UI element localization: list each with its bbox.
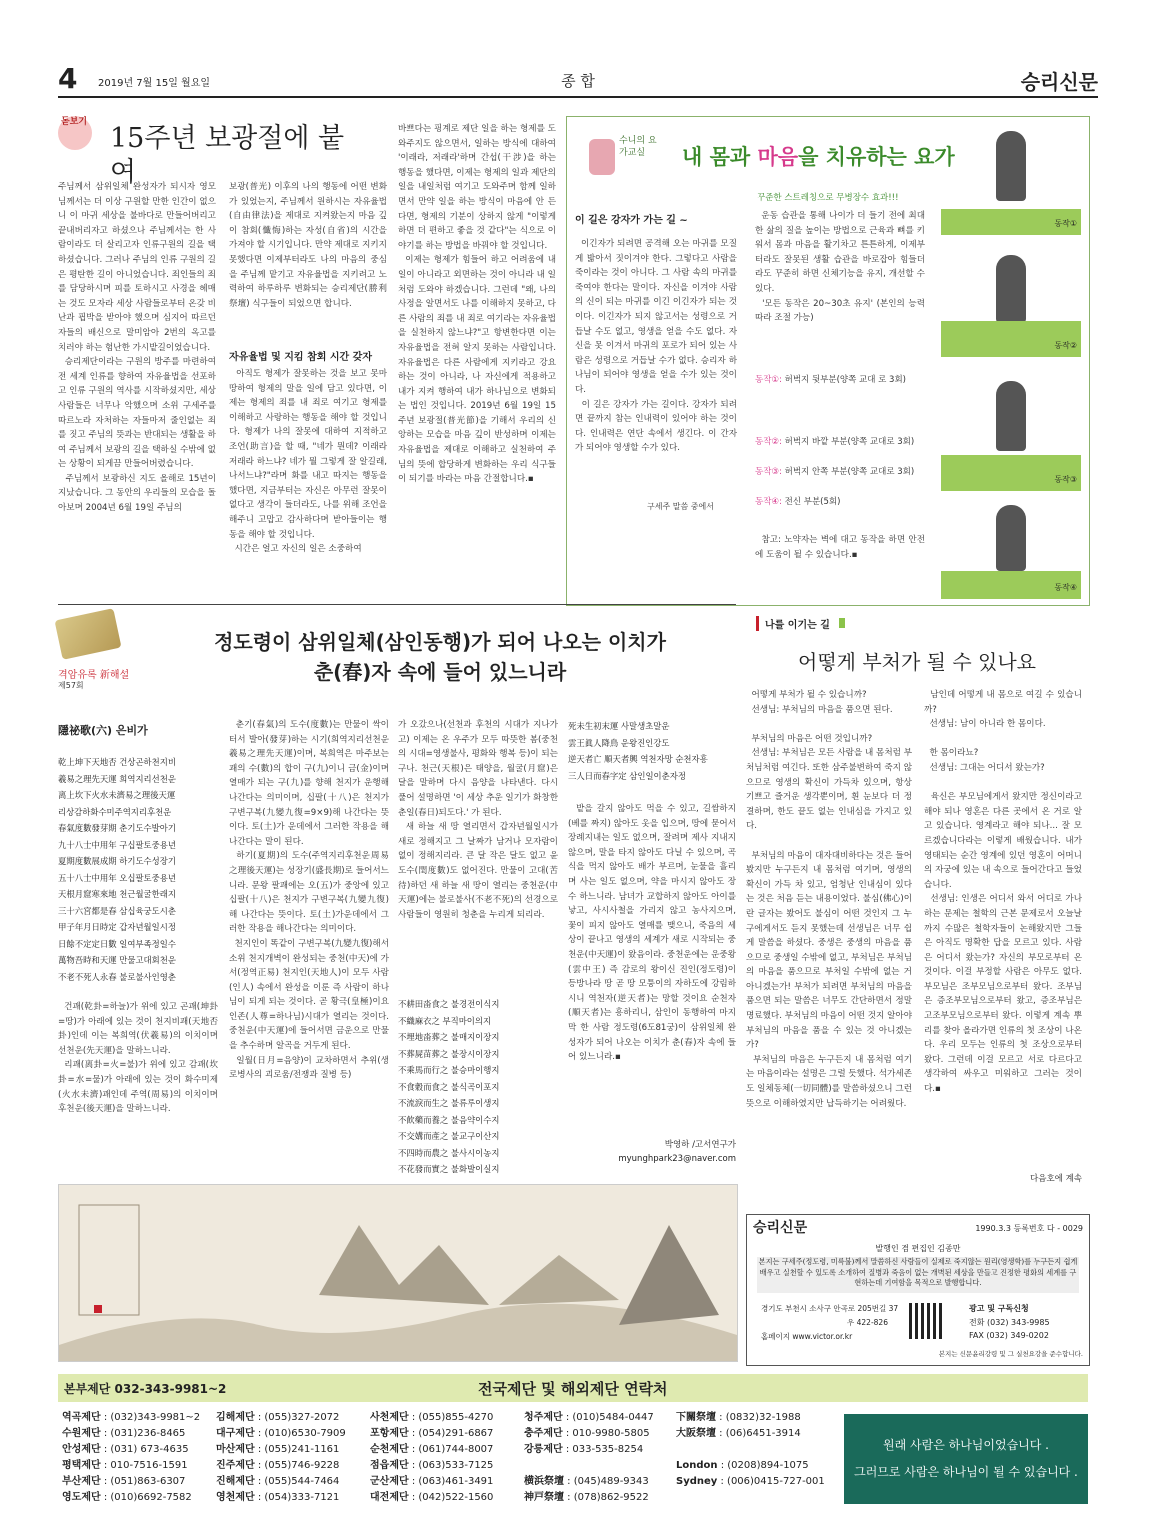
masthead-name: 승리신문	[753, 1220, 808, 1236]
contact-name: 영천제단	[216, 1492, 255, 1503]
yoga-title-c: 을 치유하는 요가	[798, 145, 955, 169]
article2-col4: 밭을 갈지 않아도 먹을 수 있고, 길쌈하지(베를 짜지) 않아도 옷을 입으며, 땅에 묻어서 장례지내는 일도 없으며, 잘려며 제사 지내지 않으며, 말을 타지 않아도 다닐 수 있으며, 곡식을 먹지 않아도 배가 부르며, 눈물을 흘리며 사는 일도 없으며, 약을 마시지 않아도 장수 하느니라. 남녀가 교합하지 않아도 아이를 낳고, 사시사철을 가리지 않고 농사지으며, 꽃이 피지 않아도 열매를 맺으니, 죽음의 세상이 끝나고 영생의 세계가 새로 시작되는 중천운(中天運)이 왔음이라. 중천운에는 운중왕(雲中王) 즉 감로의 왕이신 진인(정도령)이 등방나라 땅 곧 땅 모퉁이의 자하도에 강림하시니 역천자(逆天者)는 망할 것이요 순천자(順天者)는 흥하리니, 삼인이 동행하여 마지막 한 사람 정도령(6도81궁)이 삼위일체 완성자가 되어 나오는 이치가 춘(春)자 속에 들어 있느니라.▪	[568, 804, 739, 1063]
pose-1-label: 동작①	[1054, 219, 1077, 228]
masthead-homepage: 홈페이지 www.victor.or.kr	[761, 1332, 853, 1341]
contact-row	[676, 1442, 836, 1458]
article2-col2: 춘기(春氣)의 도수(度數)는 만물이 싹이 터서 발아(發芽)하는 시기(희역지리선천운羲易之理先天運)이며, 복희역은 마주보는 괘의 수(數)의 합이 구(九)이니 금(金)이며 열매가 되는 구(九)를 향해 천지가 운행해 나간다는 의미이며, 십팔(十八)은 천지가 구변구복(九變九復=9×9)해 나간다는 뜻이다. 토(土)가 운데에서 그러한 작용을 해나간다는 말이 된다. 하기(夏期)의 도수(주역지리후천운周易之理後天運)는 성장기(盛長期)로 들어서느니라. 문왕 팔괘에는 오(五)가 중앙에 있고 십팔(十八)은 천지가 구변구복(九變九復)해 나간다는 뜻이다. 토(土)가운데에서 그러한 작용을 해나간다는 의미이다. 천지인이 똑같이 구변구복(九變九復)해서 소위 천지개벽이 완성되는 중천(中天)에 가서(정역正易) 천지인(天地人)이 모두 사람(인人) 속에서 완성을 이룬 즉 사람이 하나님이 되게 되는 것이다. 곧 황극(皇極)이요 인존(人尊=하나님)시대가 열리는 것이다. 중천운(中天運)에 들어서면 금운으로 만물을 추수하며 알곡을 거두게 된다. 일월(日月=음양)이 교차하면서 추위(생로병사의 괴로움/전쟁과 질병 등)	[229, 720, 389, 1081]
masthead-reg: 1990.3.3 등록번호 다 - 0029	[975, 1224, 1083, 1233]
contact-row	[676, 1490, 836, 1506]
contact-number: : (055)241-1161	[254, 1444, 340, 1455]
contact-number: : (055)544-7464	[254, 1476, 340, 1487]
step-3-label: 동작③:	[755, 467, 782, 477]
ad-fax: FAX (032) 349-0202	[969, 1331, 1049, 1340]
contact-name: 진주제단	[216, 1460, 255, 1471]
pose-3-photo	[941, 369, 1081, 491]
contact-number: : (055)855-4270	[408, 1412, 494, 1423]
contact-name: 안성제단	[62, 1444, 101, 1455]
contact-col-4	[524, 1410, 684, 1506]
yoga-logo-icon	[589, 139, 615, 175]
contact-name: 역곡제단	[62, 1412, 101, 1423]
pose-figure-icon	[996, 381, 1026, 451]
article-body-col1: 주님께서 삼위일체 완성자가 되시자 영모님께서는 더 이상 구원할 만한 인간이 없으니 이 마귀 세상을 불바다로 만들어버리고 끝내버리자고 하셨으나 주님께서는 한 사람이라도 더 살리고자 인류구원의 길을 택하셨습니다. 그러나 주님의 인류 구원의 길은 평탄한 길이 아니었습니다. 죄인들의 죄를 담당하시며 피를 토하시고 사경을 헤매는 것도 모자라 세상 사람들로부터 온갖 비난과 핍박을 받아야 했으며 심지어 따르던 자들의 배신으로 말미암아 2번의 옥고를 치러야 하는 험난한 가시밭길이었습니다. 승리제단이라는 구원의 방주를 마련하여 전 세계 인류를 향하여 자유율법을 선포하고 인류 구원의 역사를 시작하셨지만, 세상 사람들은 너무나 악했으며 소위 구세주를 따르노라 자처하는 자들마저 줄인없는 죄를 짓고 주님의 뜻과는 반대되는 생활을 하여 주님께서 보광의 길을 택하실 수밖에 없는 상황이 되게끔 만들어버렸습니다. 주님께서 보광하신 지도 올해로 15년이 지났습니다. 그 동안의 우리들의 모습을 돌아보며 2004년 6월 19일 주님의	[58, 182, 216, 514]
contact-number: : (061)744-8007	[408, 1444, 494, 1455]
yoga-title	[682, 141, 955, 171]
series-name: 격암유록 新해설	[58, 670, 130, 681]
contact-row	[370, 1490, 520, 1506]
contact-name: 수원제단	[62, 1428, 101, 1439]
hq-contact: 본부제단 032-343-9981~2	[64, 1382, 227, 1396]
article3-tag	[756, 616, 845, 631]
landscape-painting	[58, 1184, 738, 1362]
article-col2-wrap	[229, 180, 390, 590]
page-number: 4	[58, 62, 78, 95]
article2-col1b: 건괘(乾卦=하늘)가 위에 있고 곤괘(坤卦=땅)가 아래에 있는 것이 천지비괘(天地否卦)인데 이는 복희역(伏羲易)의 이치이며 선천운(先天運)을 말하느니라. 리괘(离卦=火=불)가 위에 있고 감괘(坎卦=水=물)가 아래에 있는 것이 화수미제(火水未濟)괘인데 주역(周易)의 이치이며 후천운(後天運)을 말하느니라.	[58, 1002, 218, 1115]
contact-name: 사천제단	[370, 1412, 409, 1423]
contact-row	[524, 1442, 684, 1458]
contact-row	[676, 1426, 836, 1442]
contact-name: 포항제단	[370, 1428, 409, 1439]
yoga-mat	[941, 455, 1081, 491]
contact-number: : 010-9980-5805	[562, 1428, 650, 1439]
yoga-title-b: 마음	[757, 145, 799, 169]
contact-name: Sydney	[676, 1476, 718, 1487]
article2-title-line2: 춘(春)자 속에 들어 있느니라	[313, 660, 567, 684]
step-2	[755, 435, 925, 465]
masthead-box	[746, 1214, 1090, 1366]
continued-note: 다음호에 계속	[1030, 1174, 1082, 1184]
slogan-line-1: 원래 사람은 하나님이었습니다 .	[883, 1438, 1049, 1452]
contact-number: : (042)522-1560	[408, 1492, 494, 1503]
ad-title: 광고 및 구독신청	[969, 1304, 1029, 1313]
contact-row	[62, 1490, 212, 1506]
article3-box	[746, 616, 1088, 1202]
yoga-right-body: 운동 습관을 통해 나이가 더 들기 전에 최대한 삶의 질을 높이는 방법으로 근육과 뼈를 키워서 몸과 마음을 활기차고 튼튼하게, 이제부터라도 잘못된 생활 습관을 바로잡아 힘들더라도 꾸준히 하면 신체기능을 유지, 개선할 수 있다. '모든 동작은 20~30초 유지' (본인의 능력 따라 조절 가능)	[755, 211, 926, 324]
contact-number: : (051)863-6307	[100, 1476, 186, 1487]
contact-number: : (031)236-8465	[100, 1428, 186, 1439]
tag-accent-icon	[839, 618, 845, 628]
contact-number: : (06)6451-3914	[716, 1428, 801, 1439]
paper-name: 승리신문	[1020, 70, 1098, 94]
step-1	[755, 373, 925, 435]
article2-title-line1: 정도령이 삼위일체(삼인동행)가 되어 나오는 이치가	[214, 630, 666, 654]
contact-name: 대구제단	[216, 1428, 255, 1439]
contact-name: 마산제단	[216, 1444, 255, 1455]
contact-name: 横浜祭壇	[524, 1476, 564, 1487]
contact-col-2	[216, 1410, 366, 1506]
contact-row	[216, 1474, 366, 1490]
contact-name: 神戸祭壇	[524, 1492, 564, 1503]
yoga-steps	[755, 373, 925, 562]
contact-number: : (0832)32-1988	[716, 1412, 801, 1423]
contact-name: 부산제단	[62, 1476, 101, 1487]
contact-name: 下關祭壇	[676, 1412, 716, 1423]
masthead-zip: 우 422-826	[847, 1318, 888, 1327]
contact-number: : (063)461-3491	[408, 1476, 494, 1487]
contact-number: : 010-7516-1591	[100, 1460, 188, 1471]
yoga-note: 참고: 노약자는 벽에 대고 동작을 하면 안전에 도움이 될 수 있습니다.▪	[755, 535, 925, 560]
masthead-publisher: 발행인 겸 편집인 김종만	[875, 1244, 961, 1253]
series-issue: 제57회	[58, 681, 84, 690]
contact-row	[676, 1410, 836, 1426]
contact-row	[216, 1490, 366, 1506]
contact-name: 점읍제단	[370, 1460, 409, 1471]
yoga-quote-title: 이 길은 강자가 가는 길 ~	[575, 215, 688, 226]
contact-row	[524, 1426, 684, 1442]
contact-row	[370, 1442, 520, 1458]
contact-row	[62, 1426, 212, 1442]
contact-row	[370, 1426, 520, 1442]
contact-col-5	[676, 1410, 836, 1506]
contact-row	[524, 1458, 684, 1474]
contact-number: : (010)6692-7582	[100, 1492, 192, 1503]
article2-email: myunghpark23@naver.com	[618, 1154, 736, 1164]
ad-tel: 전화 (032) 343-9985	[969, 1318, 1050, 1327]
step-1-label: 동작①:	[755, 375, 782, 385]
verse-block-2: 不耕田畓食之 불경전이식지 不織麻衣之 부직마이의지 不埋地畓葬之 불매지이장지 不葬屍苗葬之 불장시이장지 不乘馬而行之 불승마이행지 不食穀而食之 불식곡이포지 不流淚而生之 불류루이생지 不飮藥而養之 불음약이수지 不交媾而產之 불교구이산지 不四時而農之 불사시이농지 不花發而實之 불화발이실지	[398, 999, 500, 1174]
contact-number: : (031) 673-4635	[100, 1444, 189, 1455]
masthead-mission: 본지는 구세주(정도령, 미륵불)께서 말씀하신 사람들이 실제로 죽지않는 원리(영생학)를 누구든지 쉽게 배우고 실천할 수 있도록 소개하여 질병과 죽음이 없는 개벽된 세상을 만들고 진정한 평화의 세계를 구현하는데 기여함을 목적으로 발행합니다.	[757, 1257, 1079, 1293]
contact-name: 평택제단	[62, 1460, 101, 1471]
pose-4-label: 동작④	[1054, 583, 1077, 592]
contact-number: : 033-535-8254	[562, 1444, 644, 1455]
pose-3-label: 동작③	[1054, 475, 1077, 484]
contact-row	[62, 1474, 212, 1490]
masthead-footer: 본지는 신문윤리강령 및 그 실천요강을 준수합니다.	[938, 1350, 1083, 1358]
article-body-col2b: 아직도 형제가 잘못하는 것을 보고 못마땅하여 형제의 말을 일에 담고 있다면, 이제는 형제의 죄를 내 죄로 여기고 형제를 이해하고 사랑하는 행동을 해야 할 것입니다. 형제가 나의 잘못에 대하여 지적하고 조언(助言)을 할 때, "네가 뭔데? 이래라 저래라 하느냐? 네가 뭘 그렇게 잘 알길래, 나서느냐?"라며 화를 내고 따지는 행동을 했다면, 지금부터는 자신은 아무런 잘못이 없다고 생각이 들더라도, 나를 위해 조언을 해주니 고맙고 감사하다며 받아들이는 행동을 해야 할 것입니다. 시간은 얼고 자신의 일은 소중하여	[229, 369, 388, 555]
slogan-box	[844, 1414, 1088, 1504]
contact-number: : (010)6530-7909	[254, 1428, 346, 1439]
contact-name: 김해제단	[216, 1412, 255, 1423]
contact-name: 충주제단	[524, 1428, 563, 1439]
step-1-text: 허벅지 뒷부분(양쪽 교대 로 3회)	[781, 375, 906, 385]
chapter-heading: 隱祕歌(六) 은비가	[58, 724, 148, 737]
step-2-label: 동작②:	[755, 437, 782, 447]
article-subhead: 자유율법 및 지킴 참회 시간 갖자	[229, 352, 372, 363]
qr-code-icon	[909, 1303, 945, 1339]
contact-number: : (010)5484-0447	[562, 1412, 654, 1423]
contact-number: : (055)327-2072	[254, 1412, 340, 1423]
contact-number: : (054)333-7121	[254, 1492, 340, 1503]
contact-number: : (0208)894-1075	[717, 1460, 809, 1471]
contacts-title: 전국제단 및 해외제단 연락처	[478, 1380, 668, 1398]
article-body-col2: 보광(普光) 이후의 나의 행동에 어떤 변화가 있었는지, 주님께서 원하시는 자유율법(自由律法)을 제대로 지켜왔는지 마음 깊이 참회(懺悔)하는 자성(自省)의 시간을 가져야 할 시기입니다. 만약 제대로 지키지 못했다면 이제부터라도 나의 마음의 중심을 주님께 맡기고 자유율법을 지키려고 노력하여 하루하루 변화되는 승리제단(勝利祭壇) 식구들이 되었으면 합니다.	[229, 182, 390, 309]
contact-table	[58, 1410, 1088, 1510]
contact-number: : (063)533-7125	[408, 1460, 494, 1471]
pose-2-label: 동작②	[1054, 341, 1077, 350]
yoga-quote-source: 구세주 말씀 중에서	[647, 502, 714, 511]
contact-number: : (032)343-9981~2	[100, 1412, 201, 1423]
contact-name: 대전제단	[370, 1492, 409, 1503]
contact-col-1	[62, 1410, 212, 1506]
pose-figure-icon	[996, 131, 1026, 201]
yoga-box	[566, 116, 1090, 606]
yoga-quote-body: 이긴자가 되려면 공격해 오는 마귀를 모질게 밟아서 짓이겨야 한다. 그렇다고 사람을 죽이라는 것이 아니다. 그 사람 속의 마귀를 죽여야 한다는 말이다. 자신을 이겨야 사람의 신이 되는 마귀를 이긴 이긴자가 되는 것이다. 이긴자가 되지 않고서는 성령으로 거듭날 수도 없고, 영생을 얻을 수도 없다. 자신을 못 이겨서 마귀의 포로가 되어 있는 사람은 성령으로 거듭날 수가 없다. 승리자 하나님이 되어야 영생을 얻을 수가 있는 것이다. 이 길은 강자가 가는 길이다. 강자가 되려면 끝까지 참는 인내력이 있어야 하는 것이다. 인내력은 연단 속에서 생긴다. 이 간자가 되어야 영생할 수가 있다.	[575, 239, 737, 454]
contact-col-3	[370, 1410, 520, 1506]
divider	[58, 604, 736, 605]
issue-date: 2019년 7월 15일 월요일	[98, 78, 211, 89]
contact-name: London	[676, 1460, 718, 1471]
contact-row	[216, 1426, 366, 1442]
contact-row	[370, 1474, 520, 1490]
contact-row	[216, 1442, 366, 1458]
masthead-address: 경기도 부천시 소사구 안곡로 205번길 37	[761, 1304, 899, 1313]
contact-name: 영도제단	[62, 1492, 101, 1503]
contact-name: 순천제단	[370, 1444, 409, 1455]
slogan-line-2: 그러므로 사람은 하나님이 될 수 있습니다 .	[854, 1465, 1078, 1479]
yoga-title-a: 내 몸과	[682, 145, 758, 169]
contact-name: 강릉제단	[524, 1444, 563, 1455]
contact-row	[370, 1410, 520, 1426]
contact-name: 군산제단	[370, 1476, 409, 1487]
contact-row	[216, 1410, 366, 1426]
contact-number: : (078)862-9522	[564, 1492, 649, 1503]
contact-row	[524, 1410, 684, 1426]
article3-title: 어떻게 부처가 될 수 있나요	[798, 650, 1036, 674]
article-title: 15주년 보광절에 붙여	[110, 123, 345, 188]
tag-label: 돋보기	[61, 117, 88, 127]
contact-number: : (045)489-9343	[564, 1476, 649, 1487]
contact-number: : (055)746-9228	[254, 1460, 340, 1471]
step-3-text: 허벅지 안쪽 부분(양쪽 교대로 3회)	[781, 467, 915, 477]
pose-2-photo	[941, 245, 1081, 357]
section-name: 종 합	[561, 72, 595, 90]
pose-figure-icon	[996, 505, 1026, 571]
step-4	[755, 495, 925, 519]
page-header	[58, 64, 1098, 98]
contact-row	[62, 1442, 212, 1458]
contact-row	[62, 1410, 212, 1426]
contact-name: 大阪祭壇	[676, 1428, 716, 1439]
yoga-right-kicker: 꾸준한 스트레칭으로 무병장수 효과!!!	[757, 193, 899, 203]
painting-svg	[59, 1185, 737, 1361]
step-3	[755, 465, 925, 495]
contact-row	[216, 1458, 366, 1474]
yoga-kicker: 수니의 요가교실	[619, 136, 657, 158]
verse-block-1: 乾上坤下天地否 건상곤하천지비 羲易之理先天運 희역지리선천운 离上坎下火水未濟易之理後天運 리상감하화수미주역지리후천운 春氣度數發芽期 춘기도수발아기 九十八士中用年 구십팔토중용년 夏期度數展成期 하기도수성장기 五十八士中用年 오십팔토중용년 天根月窟寒來地 천근월굴한래지 三十六宮都是春 삼십육궁도시춘 甲子年月日時定 갑자년월일시정 日餘不定定日數 일여부족정일수 萬物吾時和天運 만물고대회천운 不老不死人永春 불로불사인영춘	[58, 757, 176, 982]
contact-name: 청주제단	[524, 1412, 563, 1423]
article2-author: 박영하 /고서연구가	[664, 1140, 736, 1150]
yoga-mat	[941, 321, 1081, 357]
step-4-text: 전신 부분(5회)	[781, 497, 841, 507]
contact-row	[676, 1474, 836, 1490]
step-2-text: 허벅지 바깥 부분(양쪽 교대로 3회)	[781, 437, 915, 447]
contact-bar	[58, 1374, 1088, 1402]
article2-col3: 가 오갔으나(선천과 후천의 시대가 지나가고) 이제는 온 우주가 모두 따뜻한 봄(중천의 시대=영생불사, 평화와 행복 등)이 되는구나. 천근(天根)은 태양을, 월굴(月窟)은 달을 말하며 다시 음양을 나타낸다. 다시 풀어 설명하면 '이 세상 추운 일기가 화창한 춘일(春日)되도다.' 가 된다. 새 하늘 새 땅 열리면서 갑자년월일시가 새로 정해지고 그 날짜가 남거나 모자람이 없이 정해지리라. 큰 달 작은 달도 없고 윤도수(閏度數)도 없어진다. 만물이 고대(苦待)하던 새 하늘 새 땅이 열리는 중천운(中天運)에는 불로불사(不老不死)의 선경으로 사람들이 영원히 청춘을 누리게 되리라.	[398, 720, 558, 920]
contact-row	[62, 1458, 212, 1474]
pose-4-photo	[941, 501, 1081, 599]
article3-tag-label: 나를 이기는 길	[765, 620, 830, 631]
pose-figure-icon	[996, 255, 1026, 323]
book-scroll-image	[54, 608, 121, 660]
contact-row	[524, 1490, 684, 1506]
contact-number: : (054)291-6867	[408, 1428, 494, 1439]
tag-badge	[58, 116, 92, 150]
verse-block-3: 死未生初末運 사말생초말운 雲王眞人降鳥 운왕진인강도 逆天者亡 順天者興 역천자망 순천자흥 三人日而春字定 삼인일이춘자정	[568, 721, 708, 781]
article3-col2: 남인데 어떻게 내 몸으로 여길 수 있습니까? 선생님: 남이 아니라 한 몸이다. 한 몸이라뇨? 선생님: 그대는 어디서 왔는가? 육신은 부모님에게서 왔지만 정신이라고 해야 되나 영혼은 다른 곳에서 온 거로 알고 있습니다. 영계라고 해야 되나... 잘 모르겠습니다라는 이렇게 배웠습니다. 내가 영태되는 순간 영계에 있던 영혼이 어머니의 자궁에 있는 내 속으로 들어간다고 들었습니다. 선생님: 인생은 어디서 와서 어디로 가나 하는 문제는 철학의 근본 문제로서 오늘날까지 수많은 철학자들이 논해왔지만 그들은 아직도 명확한 답을 모르고 있다. 사람은 어디서 왔는가? 자신의 부모로부터 온 것이다. 이걸 부정할 사람은 아무도 없다. 부모님은 조부모님으로부터 왔다. 조부님은 증조부모님으로부터 왔고, 증조부님은 고조부모님으로부터 왔다. 이렇게 계속 뿌리를 찾아 올라가면 인류의 첫 조상이 나온다. 우리 모두는 인류의 첫 조상으로부터 왔다. 그런데 이걸 모르고 서로 다르다고 생각하여 싸우고 미워하고 그러는 것이다.▪	[924, 690, 1082, 1095]
pose-1-photo	[941, 125, 1081, 235]
step-4-label: 동작④:	[755, 497, 782, 507]
contact-row	[524, 1474, 684, 1490]
contact-number: : (006)0415-727-001	[717, 1476, 825, 1487]
contact-name: 진해제단	[216, 1476, 255, 1487]
article3-col1: 어떻게 부처가 될 수 있습니까? 선생님: 부처님의 마음을 품으면 된다. 부처님의 마음은 어떤 것입니까? 선생님: 부처님은 모든 사람을 내 몸처럼 부처님처럼 여긴다. 또한 삼주불변하여 죽지 않으므로 영생의 확신이 가득차 있으며, 항상 기쁘고 즐거운 생각뿐이며, 흰 눈보다 더 정결하며, 한도 끝도 없는 인내심을 가지고 있다. 부처님의 마음이 대자대비하다는 것은 들어봤지만 누구든지 내 몸처럼 여기며, 영생의 확신이 가득 차 있고, 엄청난 인내심이 있다는 것은 처음 듣는 내용이었다. 불심(佛心)이란 글자는 봤어도 불심이 어떤 것인지 그 누구에게서도 듣지 못했는데 선생님은 너무 쉽게 말씀을 하셨다. 중생은 중생의 마음을 품으므로 중생일 수밖에 없고, 부처님은 부처님의 마음을 품으므로 부처일 수밖에 없는 거 아니겠는가! 부처가 되려면 부처님의 마음을 품으면 되는 말씀은 너무도 간단하면서 정말 명료했다. 부처님의 마음이 어떤 것지 알아야 부처님의 마음을 품을 수 있는 것 아니겠는가? 부처님의 마음은 누구든지 내 몸처럼 여기는 마음이라는 설명은 그럴 듯했다. 석가세존도 일체동체(一切同體)를 말씀하셨으니 그런 뜻으로 이해하였지만 납득하기는 어려웠다.	[746, 690, 913, 1109]
article-body-col3: 바쁘다는 핑계로 제단 일을 하는 형제를 도와주지도 않으면서, 일하는 방식에 대하여 '이래라, 저래라'하며 간섭(干涉)을 하는 행동을 했다면, 이제는 형제의 일과 제단의 일을 내일처럼 여기고 도와주며 함께 일하면서 만약 일을 하는 방식이 마음에 안 든다면, 형제의 기분이 상하지 않게 "이렇게 하면 더 편하고 좋을 것 같다"는 식으로 이야기를 하는 방법을 바꿔야 할 것입니다. 이제는 형제가 힘들어 하고 어려움에 내 일이 아니라고 외면하는 것이 아니라 내 일처럼 도와야 하겠습니다. 그런데 "왜, 나의 사정을 알면서도 나를 이해하지 못하고, 다른 사람의 죄를 내 죄로 여기라는 자유율법을 실천하지 않느냐?"고 항변한다면 이는 자유율법을 전혀 알지 못하는 사람입니다. 자유율법은 다른 사람에게 지키라고 강요하는 것이 아니라, 나 자신에게 적용하고 내가 지켜 행하여 내가 하나님으로 변화되는 법인 것입니다. 2019년 6월 19일 15주년 보광절(普光節)을 기해서 우리의 신앙하는 모습을 마음 깊이 반성하며 이제는 자유율법을 제대로 이해하고 실천하여 주님의 뜻에 합당하게 변화하는 우리 식구들이 되기를 바라는 마음 간절합니다.▪	[398, 124, 557, 485]
contact-row	[370, 1458, 520, 1474]
contact-row	[676, 1458, 836, 1474]
